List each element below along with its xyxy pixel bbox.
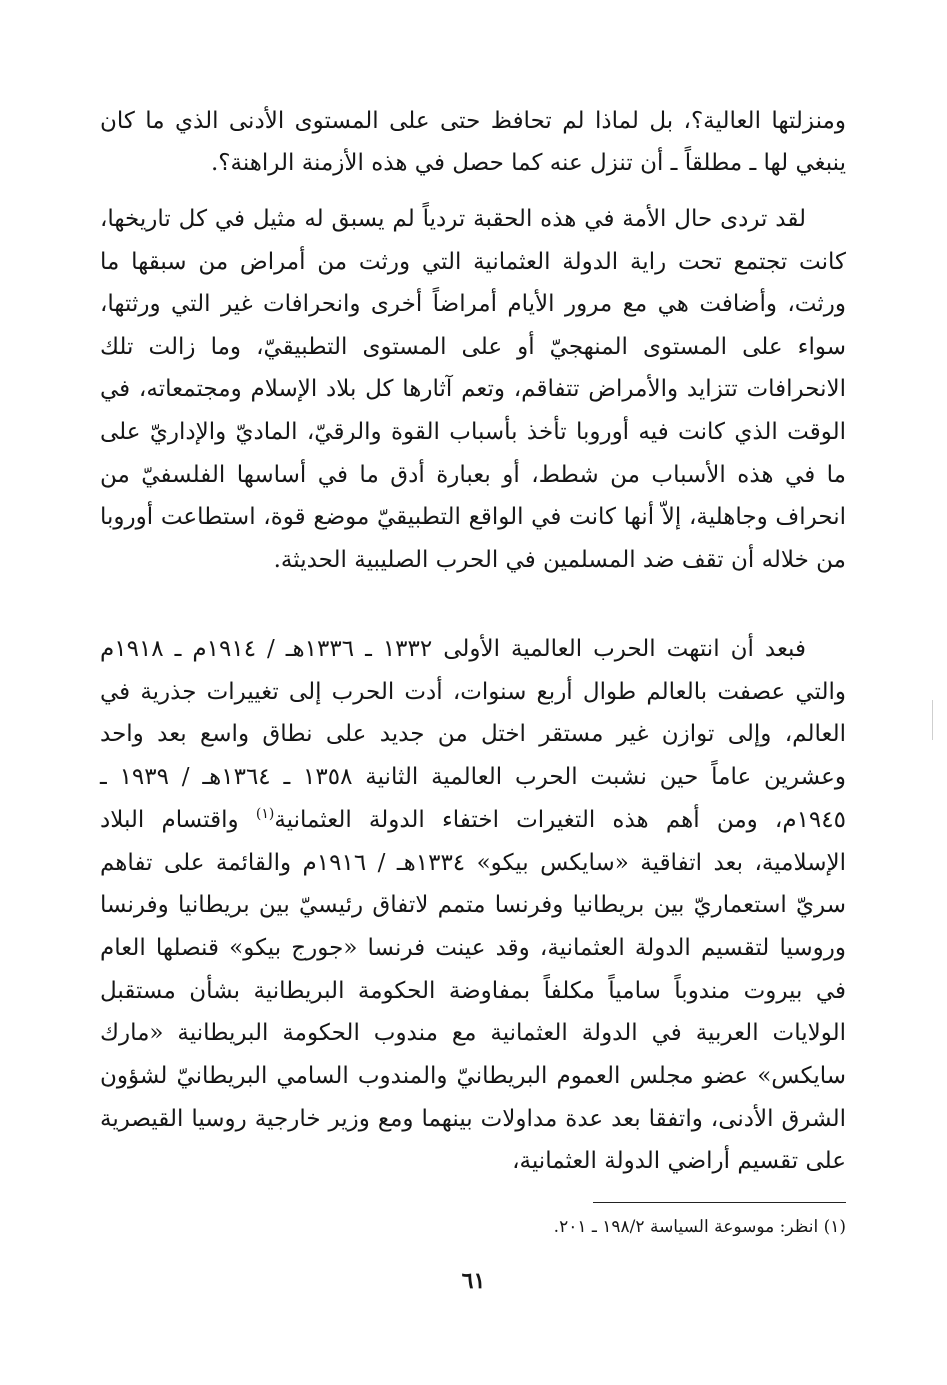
paragraph-3 [100, 628, 846, 1183]
page-number: ٦١ [461, 1268, 486, 1294]
footnote: (١) انظر: موسوعة السياسة ١٩٨/٢ ـ ٢٠١. [553, 1217, 846, 1237]
paragraph-ummah-decline [100, 198, 846, 581]
paragraph-2: لقد تردى حال الأمة في هذه الحقبة تردياً لم يسبق له مثيل في كل تاريخها، كانت تجتمع تحت راية الدولة العثمانية التي ورثت من أمراض من سبقها ما ورثت، وأضافت هي مع مرور الأيام أمراضاً أخرى وانحرافات غير التي ورثتها، سواء على المستوى المنهجيّ أو على المستوى التطبيقيّ، وما زالت تلك الانحرافات تتزايد والأمراض تتفاقم، وتعم آثارها كل بلاد الإسلام ومجتمعاته، في الوقت الذي كانت فيه أوروبا تأخذ بأسباب القوة والرقيّ، الماديّ والإداريّ على ما في هذه الأسباب من شطط، أو بعبارة أدق ما في أساسها الفلسفيّ من انحراف وجاهلية، إلاّ أنها كانت في الواقع التطبيقيّ موضع قوة، استطاعت أوروبا من خلاله أن تقف ضد المسلمين في الحرب الصليبية الحديثة. [100, 206, 846, 573]
footnote-separator [593, 1202, 846, 1203]
paragraph-3-continuation: واقتسام البلاد الإسلامية، بعد اتفاقية «سايكس بيكو» ١٣٣٤هـ / ١٩١٦م والقائمة على تفاهم سريّ استعماريّ بين بريطانيا وفرنسا متمم لاتفاق رئيسيّ بين بريطانيا وفرنسا وروسيا لتقسيم الدولة العثمانية، وقد عينت فرنسا «جورج بيكو» قنصلها العام في بيروت مندوباً سامياً مكلفاً بمفاوضة الحكومة البريطانية بشأن مستقبل الولايات العربية في الدولة العثمانية مع مندوب الحكومة البريطانية «مارك سايكس» عضو مجلس العموم البريطانيّ والمندوب السامي البريطانيّ لشؤون الشرق الأدنى، واتفقا بعد عدة مداولات بينهما ومع وزير خارجية روسيا القيصرية على تقسيم أراضي الدولة العثمانية، [100, 806, 846, 1175]
paragraph-1: ومنزلتها العالية؟، بل لماذا لم تحافظ حتى على المستوى الأدنى الذي ما كان ينبغي لها ـ مطلقاً ـ أن تنزل عنه كما حصل في هذه الأزمنة الراهنة؟. [100, 108, 846, 176]
paragraph-continuation [100, 100, 846, 184]
paragraph-world-wars [100, 628, 846, 1183]
scan-edge-mark [932, 700, 933, 740]
paragraph-3-text: فبعد أن انتهت الحرب العالمية الأولى ١٣٣٢ ـ ١٣٣٦هـ / ١٩١٤م ـ ١٩١٨م والتي عصفت بالعالم طوال أربع سنوات، أدت الحرب إلى تغييرات جذرية في العالم، وإلى توازن غير مستقر اختل من جديد على نطاق واسع بعد واحد وعشرين عاماً حين نشبت الحرب العالمية الثانية ١٣٥٨ ـ ١٣٦٤هـ / ١٩٣٩ ـ ١٩٤٥م، ومن أهم هذه التغيرات اختفاء الدولة العثمانية [100, 636, 846, 833]
footnote-reference-marker[interactable]: (١) [255, 805, 275, 822]
